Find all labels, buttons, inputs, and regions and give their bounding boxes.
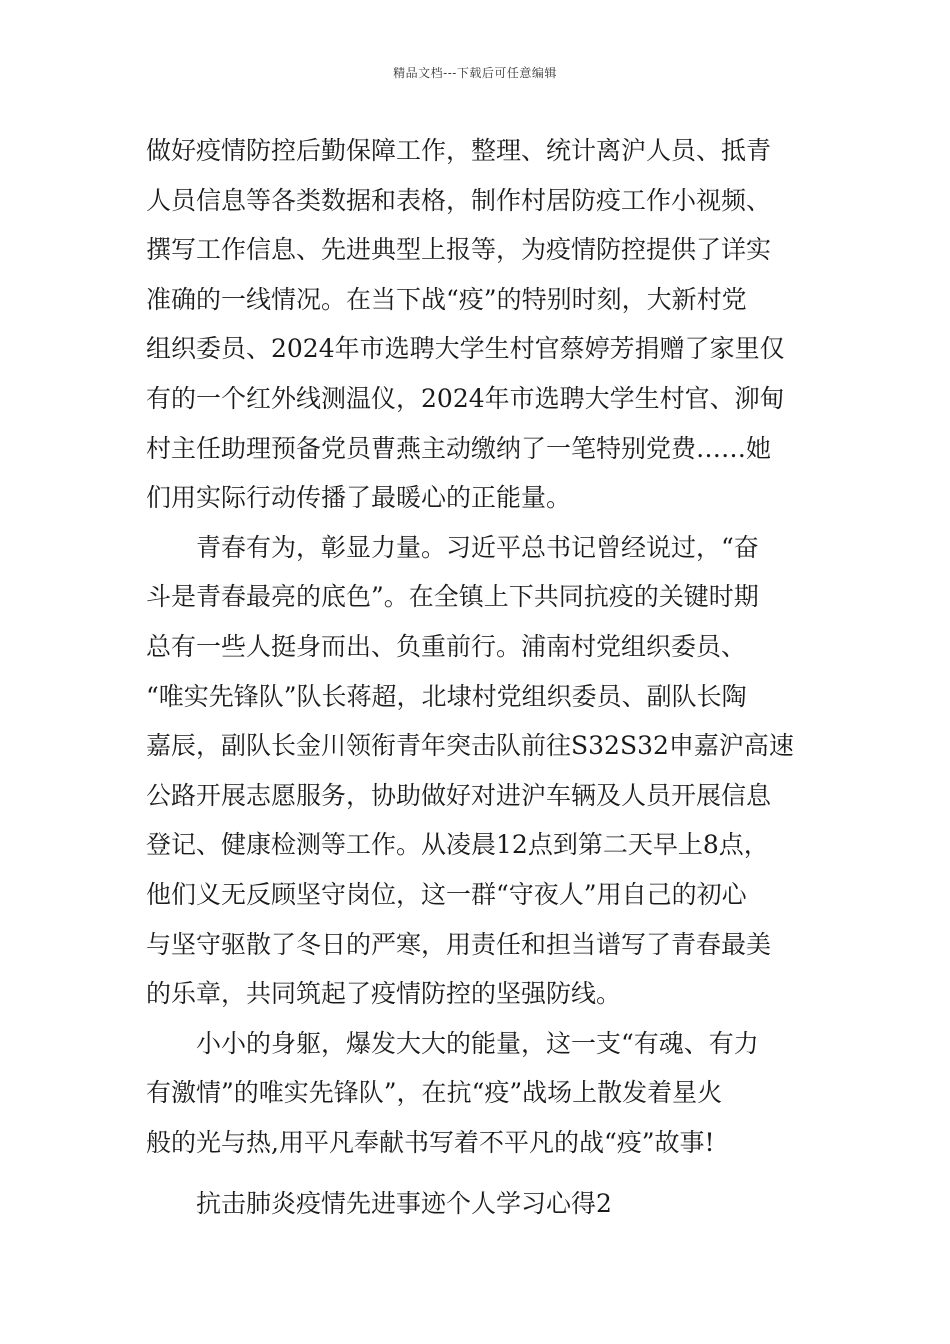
- heading-line: 抗击肺炎疫情先进事迹个人学习心得2: [196, 1189, 612, 1219]
- text-line: 有激情”的唯实先锋队”，在抗“疫”战场上散发着星火: [146, 1078, 723, 1108]
- paragraph-2: [146, 523, 808, 1019]
- section-heading: [146, 1179, 808, 1229]
- text-line: 撰写工作信息、先进典型上报等，为疫情防控提供了详实: [146, 235, 772, 265]
- text-line: 小小的身躯，爆发大大的能量，这一支“有魂、有力: [196, 1028, 759, 1058]
- text-line: 总有一些人挺身而出、负重前行。浦南村党组织委员、: [146, 631, 747, 661]
- document-body: [146, 126, 808, 1229]
- text-line: 他们义无反顾坚守岗位，这一群“守夜人”用自己的初心: [146, 879, 747, 909]
- paragraph-1: [146, 126, 808, 523]
- paragraph-spacer: [146, 1167, 808, 1179]
- text-line: 与坚守驱散了冬日的严寒，用责任和担当谱写了青春最美: [146, 929, 772, 959]
- text-line: 公路开展志愿服务，协助做好对进沪车辆及人员开展信息: [146, 780, 772, 810]
- text-line: 斗是青春最亮的底色”。在全镇上下共同抗疫的关键时期: [146, 582, 759, 612]
- text-line: 嘉辰，副队长金川领衔青年突击队前往S32S32申嘉沪高速: [146, 731, 794, 761]
- text-line: 村主任助理预备党员曹燕主动缴纳了一笔特别党费……她: [146, 433, 772, 463]
- text-line: 般的光与热,用平凡奉献书写着不平凡的战“疫”故事!: [146, 1127, 715, 1157]
- text-line: 准确的一线情况。在当下战“疫”的特别时刻，大新村党: [146, 284, 747, 314]
- text-line: 人员信息等各类数据和表格，制作村居防疫工作小视频、: [146, 185, 772, 215]
- text-line: “唯实先锋队”队长蒋超，北埭村党组织委员、副队长陶: [146, 681, 747, 711]
- text-line: 青春有为，彰显力量。习近平总书记曾经说过，“奋: [196, 532, 759, 562]
- text-line: 组织委员、2024年市选聘大学生村官蔡婷芳捐赠了家里仅: [146, 334, 785, 364]
- text-line: 登记、健康检测等工作。从凌晨12点到第二天早上8点，: [146, 830, 769, 860]
- text-line: 的乐章，共同筑起了疫情防控的坚强防线。: [146, 979, 622, 1009]
- paragraph-3: [146, 1019, 808, 1168]
- text-line: 们用实际行动传播了最暖心的正能量。: [146, 483, 572, 513]
- page-header: 精品文档---下载后可任意编辑: [393, 66, 557, 80]
- text-line: 有的一个红外线测温仪，2024年市选聘大学生村官、泖甸: [146, 383, 785, 413]
- text-line: 做好疫情防控后勤保障工作，整理、统计离沪人员、抵青: [146, 136, 772, 165]
